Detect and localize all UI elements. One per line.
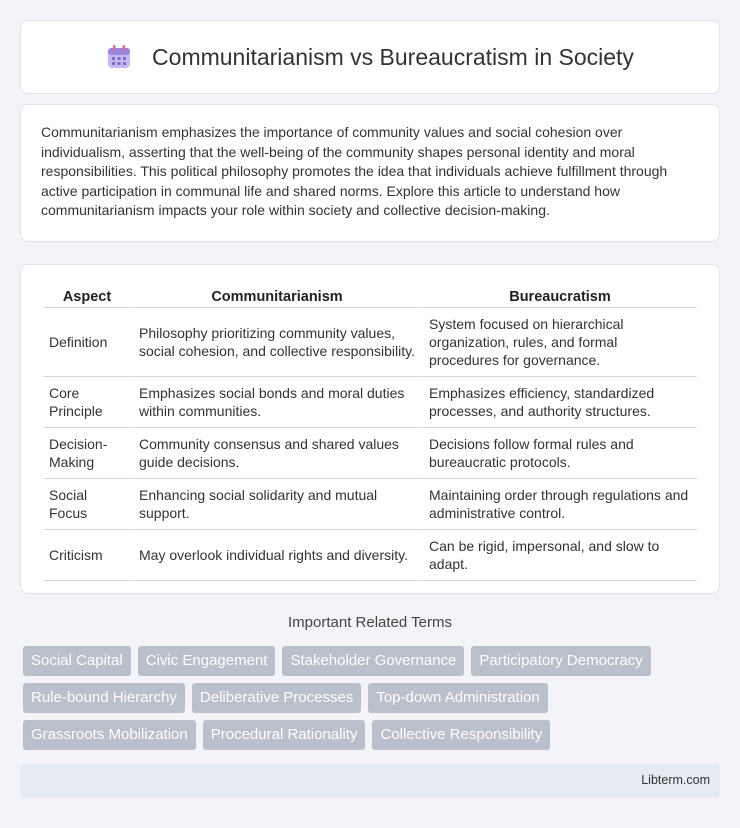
header-bureaucratism: Bureaucratism	[421, 285, 697, 308]
header-card	[20, 20, 720, 94]
cell-aspect: Criticism	[43, 530, 131, 581]
footer	[20, 764, 720, 798]
related-term-tag[interactable]: Participatory Democracy	[471, 646, 650, 676]
related-term-tag[interactable]: Rule-bound Hierarchy	[23, 683, 185, 713]
page-title: Communitarianism vs Bureaucratism in Society	[152, 43, 634, 70]
intro-card	[20, 104, 720, 242]
cell-bureaucratism: Decisions follow formal rules and bureaucratic protocols.	[421, 428, 697, 479]
related-term-tag[interactable]: Procedural Rationality	[203, 720, 366, 750]
table-header-row	[43, 285, 697, 308]
table-row	[43, 530, 697, 581]
cell-communitarianism: Community consensus and shared values guide decisions.	[131, 428, 421, 479]
table-row	[43, 428, 697, 479]
header-communitarianism: Communitarianism	[131, 285, 421, 308]
calendar-icon	[106, 44, 132, 70]
footer-site-link[interactable]: Libterm.com	[641, 773, 710, 787]
related-term-tag[interactable]: Top-down Administration	[368, 683, 547, 713]
table-row	[43, 377, 697, 428]
related-term-tag[interactable]: Grassroots Mobilization	[23, 720, 196, 750]
table-row	[43, 308, 697, 377]
header-aspect: Aspect	[43, 285, 131, 308]
related-terms-title: Important Related Terms	[288, 614, 452, 631]
cell-communitarianism: Emphasizes social bonds and moral duties within communities.	[131, 377, 421, 428]
intro-text: Communitarianism emphasizes the importance of community values and social cohesion over individualism, asserting that the well-being of the community shapes personal identity and moral responsibilities. This political philosophy promotes the idea that individuals achieve fulfillment through active participation in communal life and shared norms. Explore this article to understand how communitarianism impacts your role within society and collective decision-making.	[41, 124, 668, 218]
cell-aspect: Social Focus	[43, 479, 131, 530]
table-row	[43, 479, 697, 530]
related-term-tag[interactable]: Civic Engagement	[138, 646, 276, 676]
cell-bureaucratism: Maintaining order through regulations and administrative control.	[421, 479, 697, 530]
related-term-tag[interactable]: Social Capital	[23, 646, 131, 676]
cell-bureaucratism: Can be rigid, impersonal, and slow to adapt.	[421, 530, 697, 581]
related-terms-list	[23, 646, 723, 757]
related-term-tag[interactable]: Deliberative Processes	[192, 683, 361, 713]
comparison-card	[20, 264, 720, 594]
cell-aspect: Decision-Making	[43, 428, 131, 479]
related-term-tag[interactable]: Collective Responsibility	[372, 720, 550, 750]
cell-bureaucratism: Emphasizes efficiency, standardized processes, and authority structures.	[421, 377, 697, 428]
cell-aspect: Core Principle	[43, 377, 131, 428]
comparison-table	[43, 285, 697, 581]
related-term-tag[interactable]: Stakeholder Governance	[282, 646, 464, 676]
cell-communitarianism: May overlook individual rights and diversity.	[131, 530, 421, 581]
cell-communitarianism: Enhancing social solidarity and mutual support.	[131, 479, 421, 530]
cell-aspect: Definition	[43, 308, 131, 377]
cell-communitarianism: Philosophy prioritizing community values, social cohesion, and collective responsibility.	[131, 308, 421, 377]
cell-bureaucratism: System focused on hierarchical organization, rules, and formal procedures for governance.	[421, 308, 697, 377]
